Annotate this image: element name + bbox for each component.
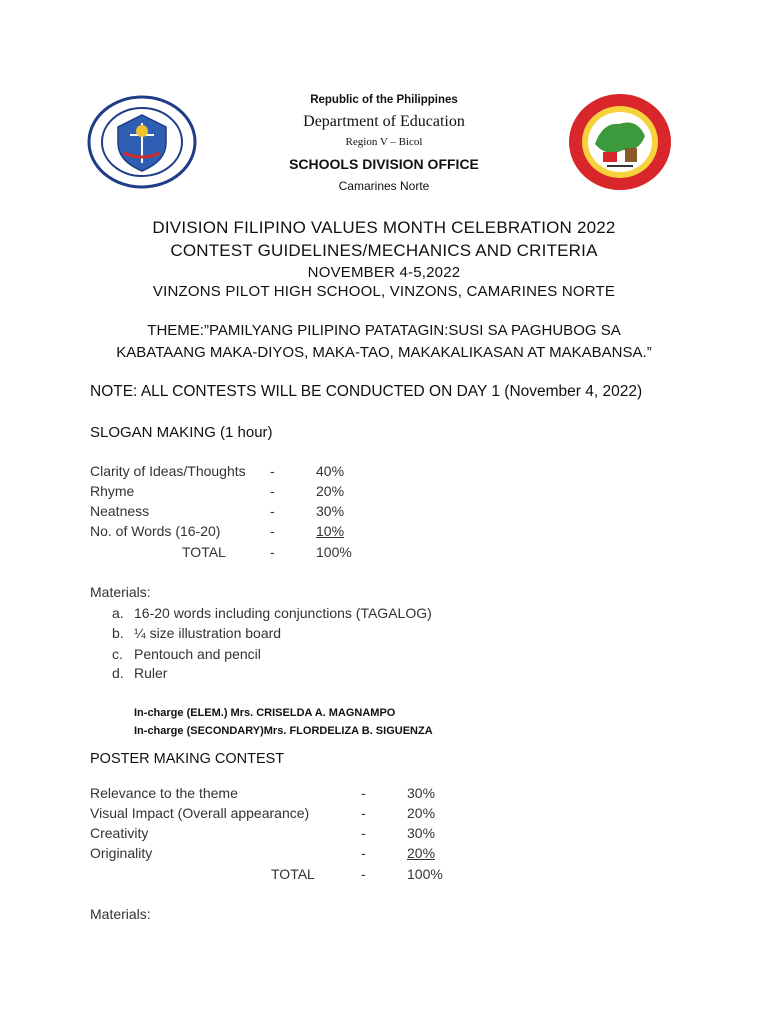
criteria-value: 30%	[407, 825, 436, 841]
document-subtitle: CONTEST GUIDELINES/MECHANICS AND CRITERIA	[170, 241, 598, 260]
event-venue: VINZONS PILOT HIGH SCHOOL, VINZONS, CAMARINES NORTE	[152, 283, 616, 300]
office-label: SCHOOLS DIVISION OFFICE	[289, 156, 479, 172]
department-label: Department of Education	[303, 113, 465, 130]
list-letter: d.	[112, 665, 124, 681]
total-value: 100%	[316, 544, 352, 560]
criteria-dash: -	[270, 523, 275, 539]
criteria-value: 20%	[407, 845, 436, 861]
criteria-value: 40%	[316, 463, 345, 479]
criteria-name: Originality	[90, 845, 153, 861]
materials-heading: Materials:	[90, 584, 151, 600]
criteria-dash: -	[361, 805, 366, 821]
criteria-name: No. of Words (16-20)	[90, 523, 221, 539]
event-date: NOVEMBER 4-5,2022	[307, 264, 461, 281]
criteria-dash: -	[361, 825, 366, 841]
list-item	[112, 646, 261, 662]
list-letter: b.	[112, 625, 124, 641]
poster-heading: POSTER MAKING CONTEST	[90, 751, 285, 767]
slogan-heading: SLOGAN MAKING (1 hour)	[90, 424, 273, 441]
criteria-dash: -	[270, 483, 275, 499]
republic-label: Republic of the Philippines	[310, 94, 458, 106]
criteria-dash: -	[270, 503, 275, 519]
list-text: 16-20 words including conjunctions (TAGALOG)	[134, 605, 432, 621]
criteria-value: 20%	[407, 805, 436, 821]
criteria-dash: -	[361, 845, 366, 861]
criteria-name: Rhyme	[90, 483, 135, 499]
criteria-name: Creativity	[90, 825, 149, 841]
list-text: Pentouch and pencil	[134, 646, 261, 662]
list-letter: a.	[112, 605, 124, 621]
criteria-name: Relevance to the theme	[90, 785, 238, 801]
criteria-name: Visual Impact (Overall appearance)	[90, 805, 310, 821]
list-text: Ruler	[134, 665, 168, 681]
list-item	[112, 625, 281, 641]
criteria-dash: -	[361, 785, 366, 801]
criteria-value: 30%	[407, 785, 436, 801]
criteria-value: 30%	[316, 503, 345, 519]
materials-heading: Materials:	[90, 906, 151, 922]
total-dash: -	[361, 866, 366, 882]
list-text: ¼ size illustration board	[134, 625, 282, 641]
document-title: DIVISION FILIPINO VALUES MONTH CELEBRATION 2022	[152, 218, 616, 237]
total-value: 100%	[407, 866, 443, 882]
list-item	[112, 665, 167, 681]
region-label: Region V – Bicol	[345, 136, 423, 148]
incharge-secondary: In-charge (SECONDARY)Mrs. FLORDELIZA B. SIGUENZA	[134, 725, 433, 737]
incharge-elementary: In-charge (ELEM.) Mrs. CRISELDA A. MAGNAMPO	[134, 707, 396, 719]
theme-line-1: THEME:”PAMILYANG PILIPINO PATATAGIN:SUSI SA PAGHUBOG SA	[147, 322, 621, 339]
total-dash: -	[270, 544, 275, 560]
criteria-name: Neatness	[90, 503, 150, 519]
list-letter: c.	[112, 646, 123, 662]
total-label: TOTAL	[182, 544, 226, 560]
list-item	[112, 605, 432, 621]
criteria-value: 20%	[316, 483, 345, 499]
criteria-name: Clarity of Ideas/Thoughts	[90, 463, 246, 479]
total-label: TOTAL	[271, 866, 315, 882]
criteria-dash: -	[270, 463, 275, 479]
province-label: Camarines Norte	[338, 179, 430, 193]
criteria-value: 10%	[316, 523, 345, 539]
theme-line-2: KABATAANG MAKA-DIYOS, MAKA-TAO, MAKAKALIKASAN AT MAKABANSA.”	[116, 344, 652, 361]
contest-note: NOTE: ALL CONTESTS WILL BE CONDUCTED ON DAY 1 (November 4, 2022)	[90, 383, 643, 400]
